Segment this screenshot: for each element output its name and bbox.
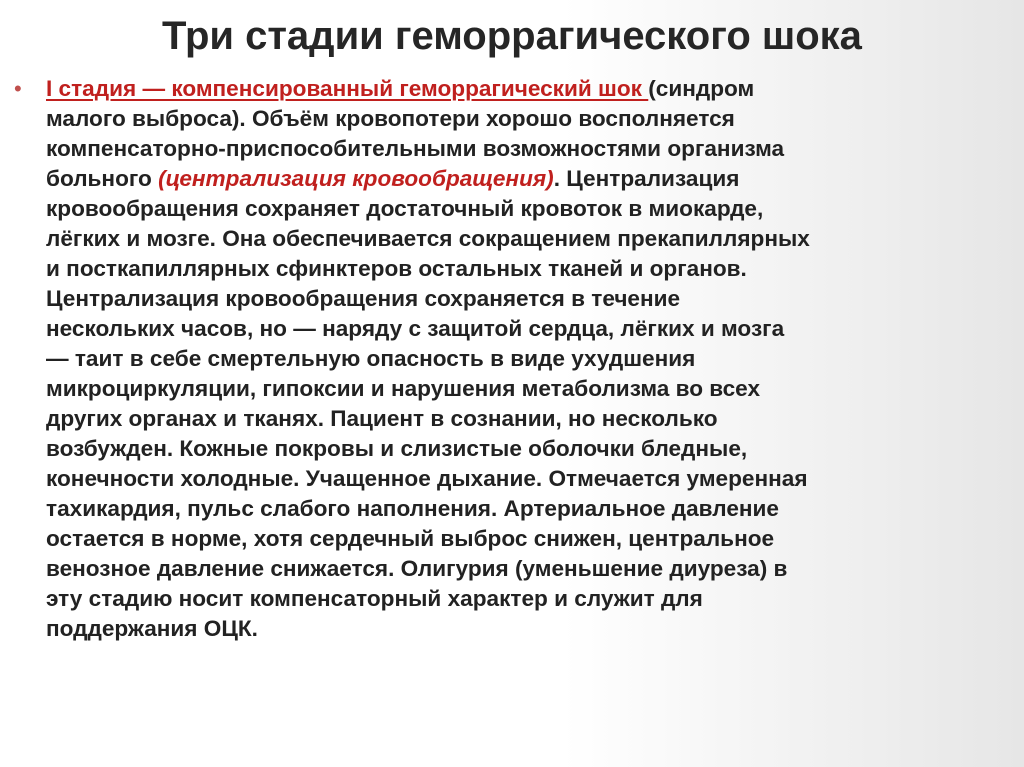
slide-body-text [46,74,1022,644]
text-line [46,494,1022,524]
text-segment: — таит в себе смертельную опасность в виде ухудшения [46,346,696,371]
bullet-marker: • [14,76,22,101]
text-line [46,404,1022,434]
text-segment: остается в норме, хотя сердечный выброс снижен, центральное [46,526,775,551]
text-line [46,104,1022,134]
text-segment: эту стадию носит компенсаторный характер и служит для [46,586,703,611]
text-line [46,524,1022,554]
text-line [46,314,1022,344]
text-line [46,194,1022,224]
text-line [46,284,1022,314]
text-line [46,464,1022,494]
text-segment: Централизация кровообращения сохраняется в течение [46,286,681,311]
text-segment: микроциркуляции, гипоксии и нарушения метаболизма во всех [46,376,761,401]
text-segment: и посткапиллярных сфинктеров остальных тканей и органов. [46,256,747,281]
text-segment: нескольких часов, но — наряду с защитой сердца, лёгких и мозга [46,316,785,341]
text-line [46,344,1022,374]
text-line [46,614,1022,644]
text-line [46,134,1022,164]
text-segment: возбужден. Кожные покровы и слизистые оболочки бледные, [46,436,748,461]
text-line [46,164,1022,194]
text-segment: кровообращения сохраняет достаточный кровоток в миокарде, [46,196,764,221]
text-line [46,434,1022,464]
text-segment: конечности холодные. Учащенное дыхание. Отмечается умеренная [46,466,808,491]
text-segment: поддержания ОЦК. [46,616,258,641]
text-line [46,74,1022,104]
text-segment: . Централизация [553,166,740,191]
text-line [46,584,1022,614]
text-line [46,224,1022,254]
text-segment: (синдром [648,76,755,101]
text-segment: венозное давление снижается. Олигурия (уменьшение диуреза) в [46,556,788,581]
text-segment: малого выброса). Объём кровопотери хорошо восполняется [46,106,735,131]
highlighted-text-segment: (централизация кровообращения) [158,166,554,191]
text-segment: компенсаторно-приспособительными возможностями организма [46,136,785,161]
text-segment: других органах и тканях. Пациент в сознании, но несколько [46,406,718,431]
highlighted-text-segment: I стадия — компенсированный геморрагический шок [46,76,649,101]
slide-title: Три стадии геморрагического шока [162,14,862,58]
text-segment: больного [46,166,159,191]
text-segment: лёгких и мозге. Она обеспечивается сокращением прекапиллярных [46,226,810,251]
text-segment: тахикардия, пульс слабого наполнения. Артериальное давление [46,496,779,521]
text-line [46,374,1022,404]
text-line [46,254,1022,284]
text-line [46,554,1022,584]
